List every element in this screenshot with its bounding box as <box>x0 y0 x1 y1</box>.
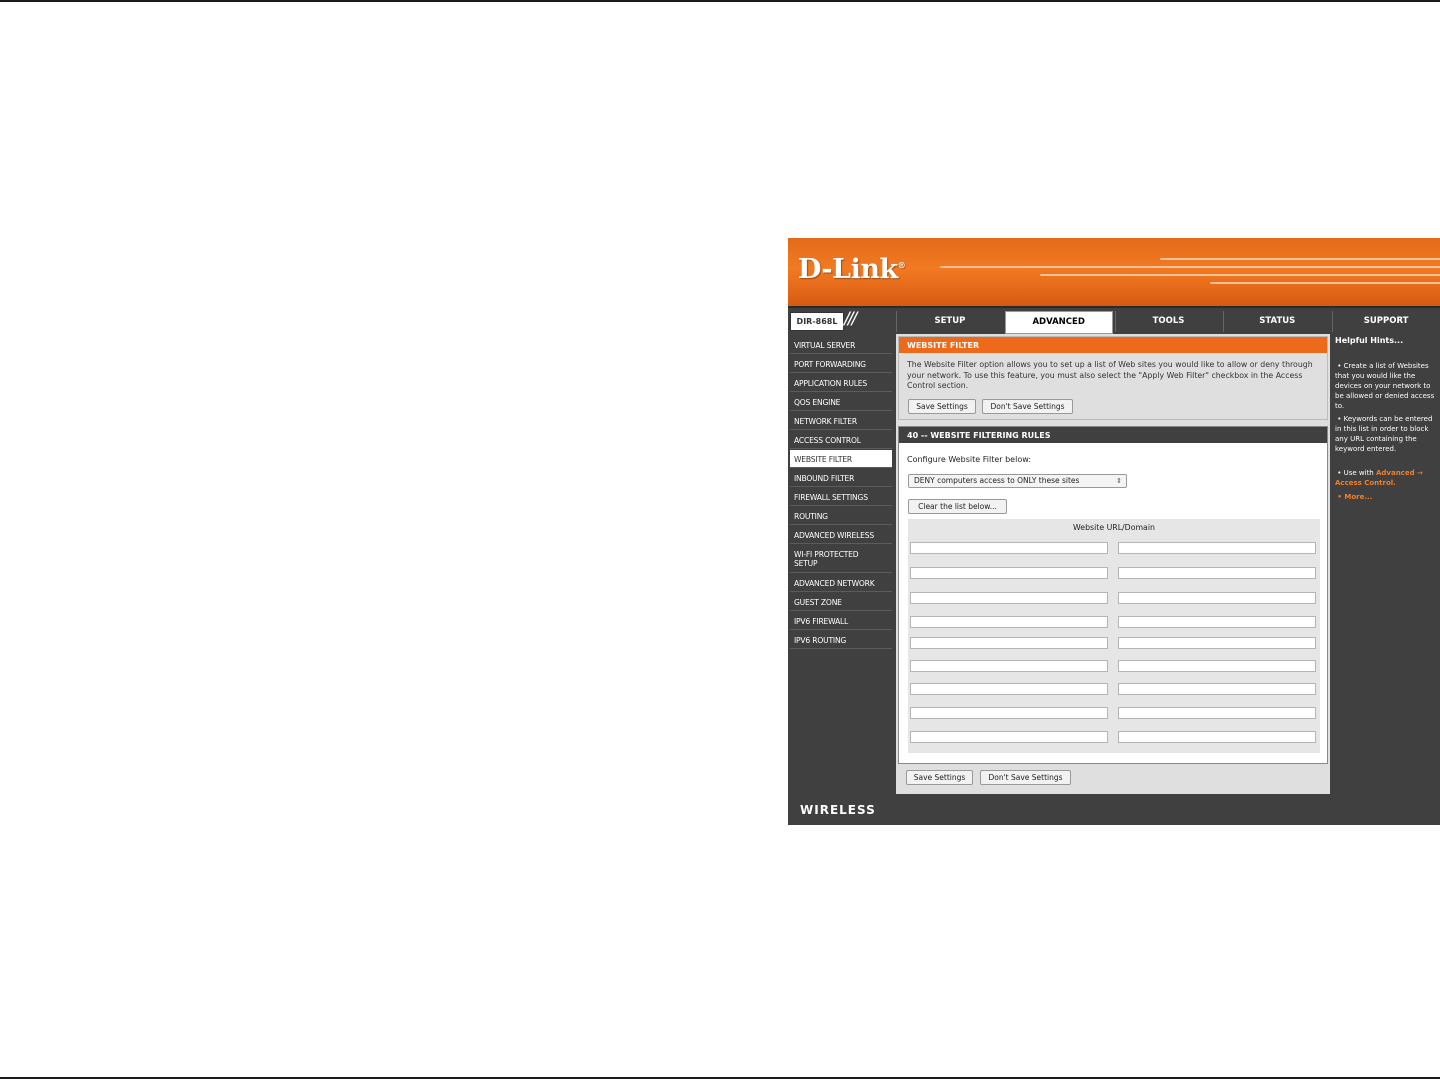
hint-text: Keywords can be entered in this list in order to block any URL containing the keyword entered. <box>1335 415 1433 453</box>
tab-advanced[interactable]: ADVANCED <box>1005 311 1113 334</box>
sidebar-item-firewall-settings[interactable]: FIREWALL SETTINGS <box>790 488 892 506</box>
tab-support[interactable]: SUPPORT <box>1332 311 1439 332</box>
sidebar-item-advanced-wireless[interactable]: ADVANCED WIRELESS <box>790 526 892 544</box>
tab-status[interactable]: STATUS <box>1223 311 1330 332</box>
wireless-label: WIRELESS <box>800 803 876 817</box>
hint-text: Use with <box>1343 469 1374 477</box>
url-input[interactable] <box>910 707 1108 719</box>
clear-list-button[interactable]: Clear the list below... <box>908 499 1007 514</box>
url-input[interactable] <box>1118 592 1316 604</box>
url-input[interactable] <box>1118 542 1316 554</box>
sidebar-item-access-control[interactable]: ACCESS CONTROL <box>790 431 892 449</box>
header-stripe <box>1040 274 1440 276</box>
filter-mode-select[interactable] <box>908 474 1127 488</box>
header-stripe <box>1210 282 1440 284</box>
url-input[interactable] <box>910 731 1108 743</box>
dont-save-settings-button[interactable]: Don't Save Settings <box>982 399 1073 414</box>
sidebar-item-inbound-filter[interactable]: INBOUND FILTER <box>790 469 892 487</box>
header-stripe <box>940 266 1440 268</box>
hint-more <box>1335 492 1437 502</box>
url-column-header: Website URL/Domain <box>1073 523 1155 532</box>
tab-tools[interactable]: TOOLS <box>1115 311 1222 332</box>
header-stripe <box>1160 258 1440 260</box>
sidebar-item-wifi-protected-setup[interactable]: WI-FI PROTECTED SETUP <box>790 545 892 573</box>
sidebar-item-website-filter[interactable]: WEBSITE FILTER <box>790 450 892 468</box>
sidebar-item-network-filter[interactable]: NETWORK FILTER <box>790 412 892 430</box>
url-input[interactable] <box>910 683 1108 695</box>
url-input[interactable] <box>1118 616 1316 628</box>
url-input[interactable] <box>1118 683 1316 695</box>
hint-create-list <box>1335 361 1437 411</box>
url-input[interactable] <box>910 637 1108 649</box>
configure-label: Configure Website Filter below: <box>907 455 1032 464</box>
top-rule <box>0 0 1440 2</box>
url-input[interactable] <box>910 567 1108 579</box>
brand-header <box>788 238 1440 306</box>
bullet-icon: • <box>1335 415 1344 423</box>
hint-keywords <box>1335 414 1437 454</box>
bottom-dont-save-settings-button[interactable]: Don't Save Settings <box>980 770 1071 785</box>
url-input[interactable] <box>1118 731 1316 743</box>
url-input[interactable] <box>1118 660 1316 672</box>
url-input[interactable] <box>1118 707 1316 719</box>
footer-bar <box>788 794 1440 825</box>
save-settings-button[interactable]: Save Settings <box>908 399 976 414</box>
tab-bar <box>895 308 1440 334</box>
access-control-link[interactable]: Advanced → Access Control. <box>1335 469 1423 487</box>
bottom-save-settings-button[interactable]: Save Settings <box>906 770 973 785</box>
helpful-hints-panel <box>1332 334 1440 794</box>
router-admin-page <box>788 238 1440 825</box>
url-list <box>908 519 1320 753</box>
main-content <box>896 334 1330 794</box>
sidebar-item-ipv6-firewall[interactable]: IPV6 FIREWALL <box>790 612 892 630</box>
sidebar-item-qos-engine[interactable]: QOS ENGINE <box>790 393 892 411</box>
url-input[interactable] <box>910 660 1108 672</box>
bottom-rule <box>0 1077 1440 1079</box>
hints-title: Helpful Hints... <box>1335 336 1404 345</box>
filtering-rules-panel <box>898 426 1328 764</box>
bullet-icon: • <box>1335 362 1344 370</box>
sidebar-item-ipv6-routing[interactable]: IPV6 ROUTING <box>790 631 892 649</box>
filter-mode-value: DENY computers access to ONLY these sites <box>914 476 1080 485</box>
bullet-icon: • <box>1335 469 1344 477</box>
sidebar-item-virtual-server[interactable]: VIRTUAL SERVER <box>790 336 892 354</box>
tab-setup[interactable]: SETUP <box>896 311 1003 332</box>
model-badge: DIR-868L <box>790 312 844 331</box>
sidebar-item-advanced-network[interactable]: ADVANCED NETWORK <box>790 574 892 592</box>
section-description: The Website Filter option allows you to set up a list of Web sites you would like to allow or deny through your network. To use this feature, you must also select the "Apply Web Filter" checkbox in the Access Control section. <box>907 360 1313 390</box>
sidebar <box>788 334 894 794</box>
bullet-icon: • <box>1335 493 1345 501</box>
hint-text: Create a list of Websites that you would like the devices on your network to be allowed or denied access to. <box>1335 362 1435 410</box>
more-link[interactable]: More... <box>1344 493 1373 501</box>
section-title: WEBSITE FILTER <box>899 337 1327 353</box>
url-input[interactable] <box>1118 567 1316 579</box>
sidebar-item-application-rules[interactable]: APPLICATION RULES <box>790 374 892 392</box>
website-filter-intro <box>898 336 1328 420</box>
hint-use-with <box>1335 468 1437 488</box>
url-input[interactable] <box>1118 637 1316 649</box>
select-arrows-icon: ⇕ <box>1116 477 1122 485</box>
sidebar-item-port-forwarding[interactable]: PORT FORWARDING <box>790 355 892 373</box>
url-input[interactable] <box>910 616 1108 628</box>
top-navigation <box>788 306 1440 334</box>
sidebar-item-routing[interactable]: ROUTING <box>790 507 892 525</box>
url-input[interactable] <box>910 542 1108 554</box>
dlink-logo: D-Link® <box>798 254 906 285</box>
rules-title: 40 -- WEBSITE FILTERING RULES <box>899 427 1327 443</box>
slash-decoration: /// <box>844 309 856 329</box>
url-input[interactable] <box>910 592 1108 604</box>
sidebar-item-guest-zone[interactable]: GUEST ZONE <box>790 593 892 611</box>
